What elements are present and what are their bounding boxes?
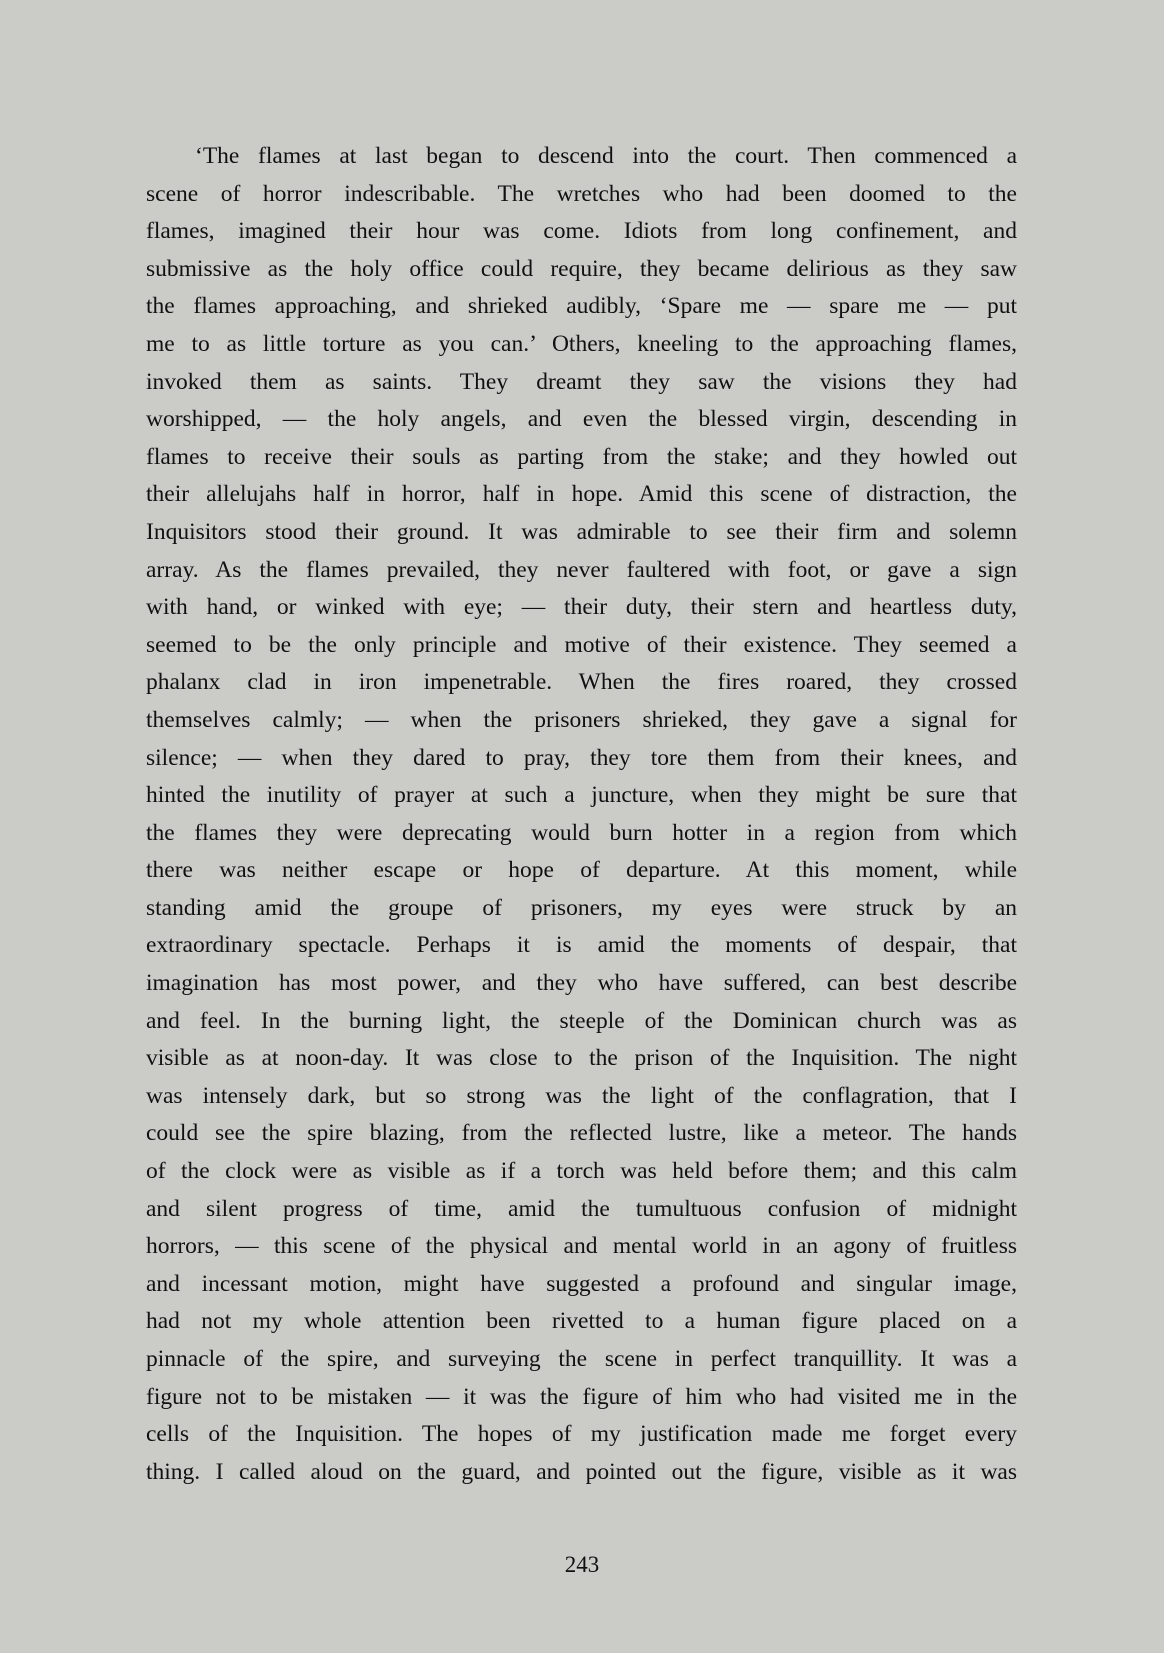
text-line: could see the spire blazing, from the reflected lustre, like a meteor. The hands [146, 1120, 1017, 1147]
text-line: and silent progress of time, amid the tumultuous confusion of midnight [146, 1195, 1017, 1222]
text-line: phalanx clad in iron impenetrable. When the fires roared, they crossed [146, 669, 1017, 696]
text-line: flames, imagined their hour was come. Idiots from long confinement, and [146, 218, 1017, 245]
text-line: figure not to be mistaken — it was the figure of him who had visited me in the [146, 1383, 1017, 1410]
text-line: scene of horror indescribable. The wretches who had been doomed to the [146, 180, 1017, 207]
text-line: pinnacle of the spire, and surveying the scene in perfect tranquillity. It was a [146, 1346, 1017, 1372]
text-line: their allelujahs half in horror, half in hope. Amid this scene of distraction, the [146, 481, 1017, 508]
text-line: submissive as the holy office could require, they became delirious as they saw [146, 255, 1017, 282]
text-line: seemed to be the only principle and motive of their existence. They seemed a [146, 631, 1017, 658]
text-line: extraordinary spectacle. Perhaps it is amid the moments of despair, that [146, 932, 1017, 959]
text-line: horrors, — this scene of the physical and mental world in an agony of fruitless [146, 1233, 1017, 1260]
text-line: and feel. In the burning light, the steeple of the Dominican church was as [146, 1007, 1017, 1034]
text-line: flames to receive their souls as parting from the stake; and they howled out [146, 443, 1017, 470]
paragraph-first-line: ‘The flames at last began to descend into the court. Then commenced a [195, 143, 1017, 169]
text-line: Inquisitors stood their ground. It was admirable to see their firm and solemn [146, 518, 1017, 545]
text-line: hinted the inutility of prayer at such a juncture, when they might be sure that [146, 782, 1017, 809]
text-line: array. As the flames prevailed, they never faultered with foot, or gave a sign [146, 556, 1017, 583]
text-line: with hand, or winked with eye; — their duty, their stern and heartless duty, [146, 594, 1017, 621]
text-line: visible as at noon-day. It was close to the prison of the Inquisition. The night [146, 1045, 1017, 1072]
text-line: silence; — when they dared to pray, they tore them from their knees, and [146, 744, 1017, 771]
page-number: 243 [564, 1552, 600, 1577]
body-text [146, 138, 1017, 1491]
text-line: of the clock were as visible as if a torch was held before them; and this calm [146, 1158, 1017, 1185]
text-line: cells of the Inquisition. The hopes of my justification made me forget every [146, 1421, 1017, 1448]
text-line: worshipped, — the holy angels, and even the blessed virgin, descending in [146, 406, 1017, 433]
text-line: the flames they were deprecating would burn hotter in a region from which [146, 819, 1017, 846]
text-line: imagination has most power, and they who have suffered, can best describe [146, 970, 1017, 997]
text-line: the flames approaching, and shrieked audibly, ‘Spare me — spare me — put [146, 293, 1017, 320]
text-line: invoked them as saints. They dreamt they saw the visions they had [146, 368, 1017, 395]
text-line: had not my whole attention been rivetted to a human figure placed on a [146, 1308, 1017, 1335]
text-line: was intensely dark, but so strong was the light of the conflagration, that I [146, 1082, 1017, 1109]
text-line: themselves calmly; — when the prisoners shrieked, they gave a signal for [146, 706, 1017, 733]
text-line: thing. I called aloud on the guard, and pointed out the figure, visible as it was [146, 1458, 1017, 1485]
text-line: there was neither escape or hope of departure. At this moment, while [146, 857, 1017, 884]
text-line: and incessant motion, might have suggested a profound and singular image, [146, 1270, 1017, 1297]
text-line: me to as little torture as you can.’ Others, kneeling to the approaching flames, [146, 330, 1017, 357]
text-line: standing amid the groupe of prisoners, my eyes were struck by an [146, 894, 1017, 921]
